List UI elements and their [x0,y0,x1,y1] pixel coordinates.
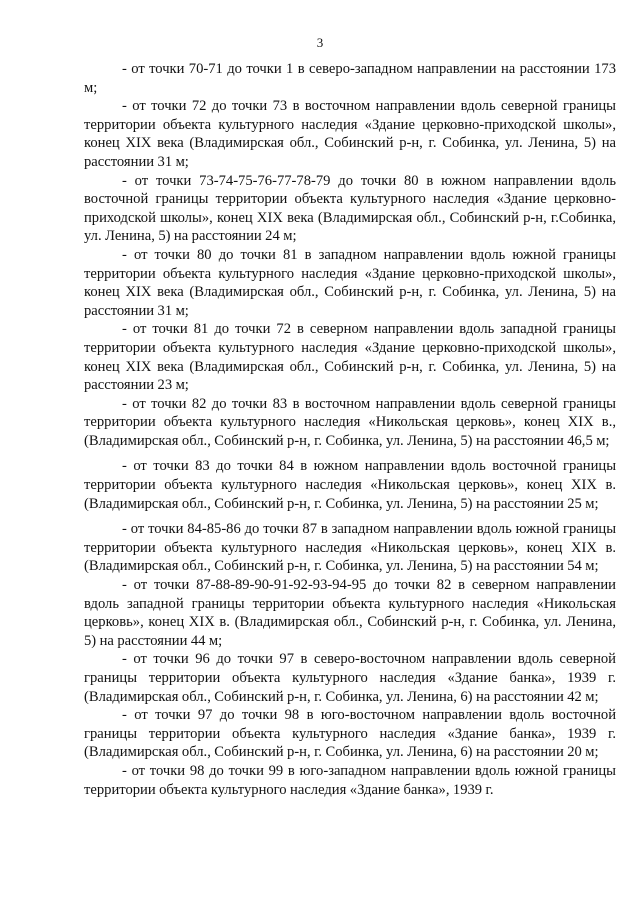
paragraph-5: - от точки 81 до точки 72 в северном направлении вдоль западной границы территории объекта культурного наследия «Здание церковно-приходской школы», конец XIX века (Владимирская обл., Собинский р-н, г. Собинка, ул. Ленина, 5) на расстоянии 23 м; [84,321,616,394]
paragraph-11: - от точки 97 до точки 98 в юго-восточном направлении вдоль восточной границы территории объекта культурного наследия «Здание банка», 1939 г. (Владимирская обл., Собинский р-н, г. Собинка, ул. Ленина, 6) на расстоянии 20 м; [84,707,616,761]
paragraph-6: - от точки 82 до точки 83 в восточном направлении вдоль северной границы территории объекта культурного наследия «Никольская церковь», конец XIX в., (Владимирская обл., Собинский р-н, г. Собинка, ул. Ленина, 5) на расстоянии 46,5 м; [84,395,616,449]
page-number: 3 [316,35,324,50]
paragraph-4: - от точки 80 до точки 81 в западном направлении вдоль южной границы территории объекта культурного наследия «Здание церковно-приходской школы», конец XIX века (Владимирская обл., Собинский р-н, г. Собинка, ул. Ленина, 5) на расстоянии 31 м; [84,246,616,319]
paragraph-3: - от точки 73-74-75-76-77-78-79 до точки 80 в южном направлении вдоль восточной границы территории объекта культурного наследия «Здание церковно-приходской школы», конец XIX века (Владимирская обл., Собинский р-н, г.Собинка, ул. Ленина, 5) на расстоянии 24 м; [84,172,616,245]
paragraph-1: - от точки 70-71 до точки 1 в северо-западном направлении на расстоянии 173 м; [84,61,616,96]
paragraph-8: - от точки 84-85-86 до точки 87 в западном направлении вдоль южной границы территории объекта культурного наследия «Никольская церковь», конец XIX в. (Владимирская обл., Собинский р-н, г. Собинка, ул. Ленина, 5) на расстоянии 54 м; [84,521,616,575]
paragraph-12: - от точки 98 до точки 99 в юго-западном направлении вдоль южной границы территории объекта культурного наследия «Здание банка», 1939 г. [84,762,616,798]
paragraph-10: - от точки 96 до точки 97 в северо-восточном направлении вдоль северной границы территории объекта культурного наследия «Здание банка», 1939 г. (Владимирская обл., Собинский р-н, г. Собинка, ул. Ленина, 6) на расстоянии 42 м; [84,651,616,705]
paragraph-9: - от точки 87-88-89-90-91-92-93-94-95 до точки 82 в северном направлении вдоль западной границы территории объекта культурного наследия «Никольская церковь», конец XIX в. (Владимирская обл., Собинский р-н, г. Собинка, ул. Ленина, 5) на расстоянии 44 м; [84,577,616,649]
document-body [84,60,616,799]
paragraph-7: - от точки 83 до точки 84 в южном направлении вдоль восточной границы территории объекта культурного наследия «Никольская церковь», конец XIX в. (Владимирская обл., Собинский р-н, г. Собинка, ул. Ленина, 5) на расстоянии 25 м; [84,458,616,512]
paragraph-2: - от точки 72 до точки 73 в восточном направлении вдоль северной границы территории объекта культурного наследия «Здание церковно-приходской школы», конец XIX века (Владимирская обл., Собинский р-н, г. Собинка, ул. Ленина, 5) на расстоянии 31 м; [84,98,616,170]
